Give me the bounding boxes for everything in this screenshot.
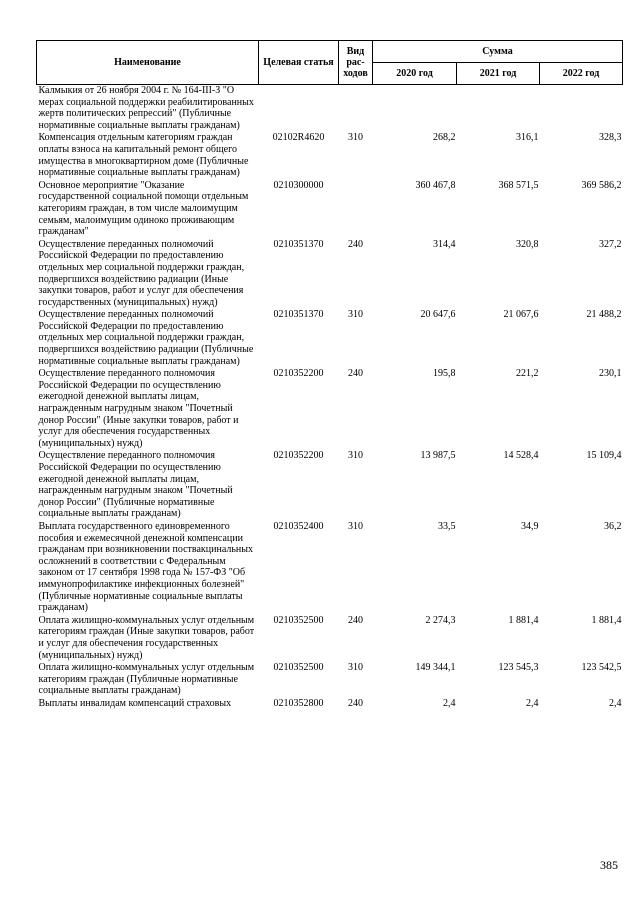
row-2021: 1 881,4 bbox=[508, 614, 539, 626]
table-row bbox=[37, 85, 623, 133]
row-2020: 13 987,5 bbox=[420, 450, 456, 462]
row-type: 240 bbox=[348, 238, 363, 250]
table-row bbox=[37, 180, 623, 239]
table-row bbox=[37, 662, 623, 698]
row-2020: 149 344,1 bbox=[415, 662, 456, 674]
row-2022: 327,2 bbox=[599, 238, 622, 250]
row-2020: 314,4 bbox=[433, 238, 456, 250]
row-2021: 14 528,4 bbox=[503, 450, 539, 462]
row-2022 bbox=[540, 85, 623, 133]
row-type: 240 bbox=[348, 368, 363, 380]
row-2020: 268,2 bbox=[433, 132, 456, 144]
row-2022: 230,1 bbox=[599, 368, 622, 380]
row-2022: 21 488,2 bbox=[586, 309, 622, 321]
row-name: Осуществление переданного полномочия Российской Федерации по осуществлению ежегодной денежной выплаты лицам, награжденным нагрудным знаком "Почетный донор России" (Иные закупки товаров, работ и услуг для обеспечения государственных (муниципальных) нужд) bbox=[38, 368, 239, 449]
header-target: Целевая статья bbox=[259, 41, 339, 85]
row-name: Осуществление переданного полномочия Российской Федерации по осуществлению ежегодной денежной выплаты лицам, награжденным нагрудным знаком "Почетный донор России" (Публичные нормативные социальные выплаты гражданам) bbox=[38, 450, 233, 520]
row-code: 0210352200 bbox=[273, 450, 324, 462]
budget-table-page bbox=[36, 40, 622, 710]
row-2021: 2,4 bbox=[526, 697, 539, 709]
row-2020 bbox=[373, 85, 457, 133]
table-row bbox=[37, 698, 623, 711]
row-type: 310 bbox=[348, 132, 363, 144]
table-row bbox=[37, 239, 623, 310]
table-row bbox=[37, 368, 623, 450]
row-type bbox=[339, 85, 373, 133]
header-2020: 2020 год bbox=[373, 63, 457, 85]
row-2020: 195,8 bbox=[433, 368, 456, 380]
row-code bbox=[259, 85, 339, 133]
row-name: Выплаты инвалидам компенсаций страховых bbox=[38, 697, 232, 709]
row-type bbox=[339, 180, 373, 239]
row-2022: 123 542,5 bbox=[581, 662, 622, 674]
row-2020: 20 647,6 bbox=[420, 309, 456, 321]
row-code: 0210352500 bbox=[273, 614, 324, 626]
table-row bbox=[37, 309, 623, 368]
row-type: 310 bbox=[348, 662, 363, 674]
row-2020: 2 274,3 bbox=[425, 614, 456, 626]
row-name: Компенсация отдельным категориям граждан оплаты взноса на капитальный ремонт общего имущества в многоквартирном доме (Публичные нормативные социальные выплаты гражданам) bbox=[38, 132, 249, 179]
table-row bbox=[37, 521, 623, 615]
row-2020: 33,5 bbox=[438, 520, 456, 532]
table-row bbox=[37, 450, 623, 521]
row-2022: 328,3 bbox=[599, 132, 622, 144]
row-2021: 123 545,3 bbox=[498, 662, 539, 674]
row-2021: 320,8 bbox=[516, 238, 539, 250]
row-name: Выплата государственного единовременного пособия и ежемесячной денежной компенсации гражданам при возникновении поствакцинальных осложнений в соответствии с Федеральным законом от 17 сентября 1998 года № 157-ФЗ "Об иммунопрофилактике инфекционных болезней" (Публичные нормативные социальные выплаты гражданам) bbox=[38, 520, 253, 614]
header-name: Наименование bbox=[37, 41, 259, 85]
row-name: Основное мероприятие "Оказание государственной социальной помощи отдельным категориям граждан, в том числе малоимущим семьям, малоимущим одиноко проживающим гражданам" bbox=[38, 179, 249, 238]
page-number: 385 bbox=[600, 858, 618, 872]
header-2021: 2021 год bbox=[457, 63, 540, 85]
row-code: 0210352500 bbox=[273, 662, 324, 674]
row-name: Осуществление переданных полномочий Российской Федерации по предоставлению отдельных мер социальной поддержки граждан, подвергшихся воздействию радиации (Иные закупки товаров, работ и услуг для обеспечения государственных (муниципальных) нужд) bbox=[38, 238, 245, 308]
row-name: Калмыкия от 26 ноября 2004 г. № 164-III-З "О мерах социальной поддержки реабилитированных жертв политических репрессий" (Публичные нормативные социальные выплаты гражданам) bbox=[38, 85, 254, 131]
table-row bbox=[37, 132, 623, 179]
row-2021: 316,1 bbox=[516, 132, 539, 144]
row-code: 0210352400 bbox=[273, 520, 324, 532]
row-2022: 369 586,2 bbox=[581, 179, 622, 191]
row-code: 0210300000 bbox=[273, 179, 324, 191]
table-row bbox=[37, 615, 623, 662]
row-2022: 36,2 bbox=[604, 520, 622, 532]
row-code: 02102R4620 bbox=[272, 132, 325, 144]
row-name: Осуществление переданных полномочий Российской Федерации по предоставлению отдельных мер социальной поддержки граждан, подвергшихся воздействию радиации (Публичные нормативные социальные выплаты гражданам) bbox=[38, 309, 254, 367]
row-type: 310 bbox=[348, 450, 363, 462]
row-2020: 360 467,8 bbox=[415, 179, 456, 191]
row-type: 240 bbox=[348, 697, 363, 709]
header-sum: Сумма bbox=[373, 41, 623, 63]
row-code: 0210352800 bbox=[273, 697, 324, 709]
row-2020: 2,4 bbox=[443, 697, 456, 709]
row-code: 0210351370 bbox=[273, 309, 324, 321]
row-type: 240 bbox=[348, 614, 363, 626]
row-name: Оплата жилищно-коммунальных услуг отдельным категориям граждан (Иные закупки товаров, работ и услуг для обеспечения государственных (муниципальных) нужд) bbox=[38, 614, 255, 661]
row-code: 0210352200 bbox=[273, 368, 324, 380]
row-2022: 15 109,4 bbox=[586, 450, 622, 462]
row-2022: 2,4 bbox=[609, 697, 622, 709]
row-name: Оплата жилищно-коммунальных услуг отдельным категориям граждан (Публичные нормативные социальные выплаты гражданам) bbox=[38, 662, 255, 697]
row-code: 0210351370 bbox=[273, 238, 324, 250]
table-header bbox=[37, 41, 623, 85]
row-2021: 221,2 bbox=[516, 368, 539, 380]
row-2021 bbox=[457, 85, 540, 133]
row-2021: 368 571,5 bbox=[498, 179, 539, 191]
header-type: Вид рас-ходов bbox=[339, 41, 373, 85]
budget-table bbox=[36, 40, 623, 710]
row-2022: 1 881,4 bbox=[591, 614, 622, 626]
row-type: 310 bbox=[348, 309, 363, 321]
header-2022: 2022 год bbox=[540, 63, 623, 85]
row-2021: 34,9 bbox=[521, 520, 539, 532]
row-type: 310 bbox=[348, 520, 363, 532]
row-2021: 21 067,6 bbox=[503, 309, 539, 321]
